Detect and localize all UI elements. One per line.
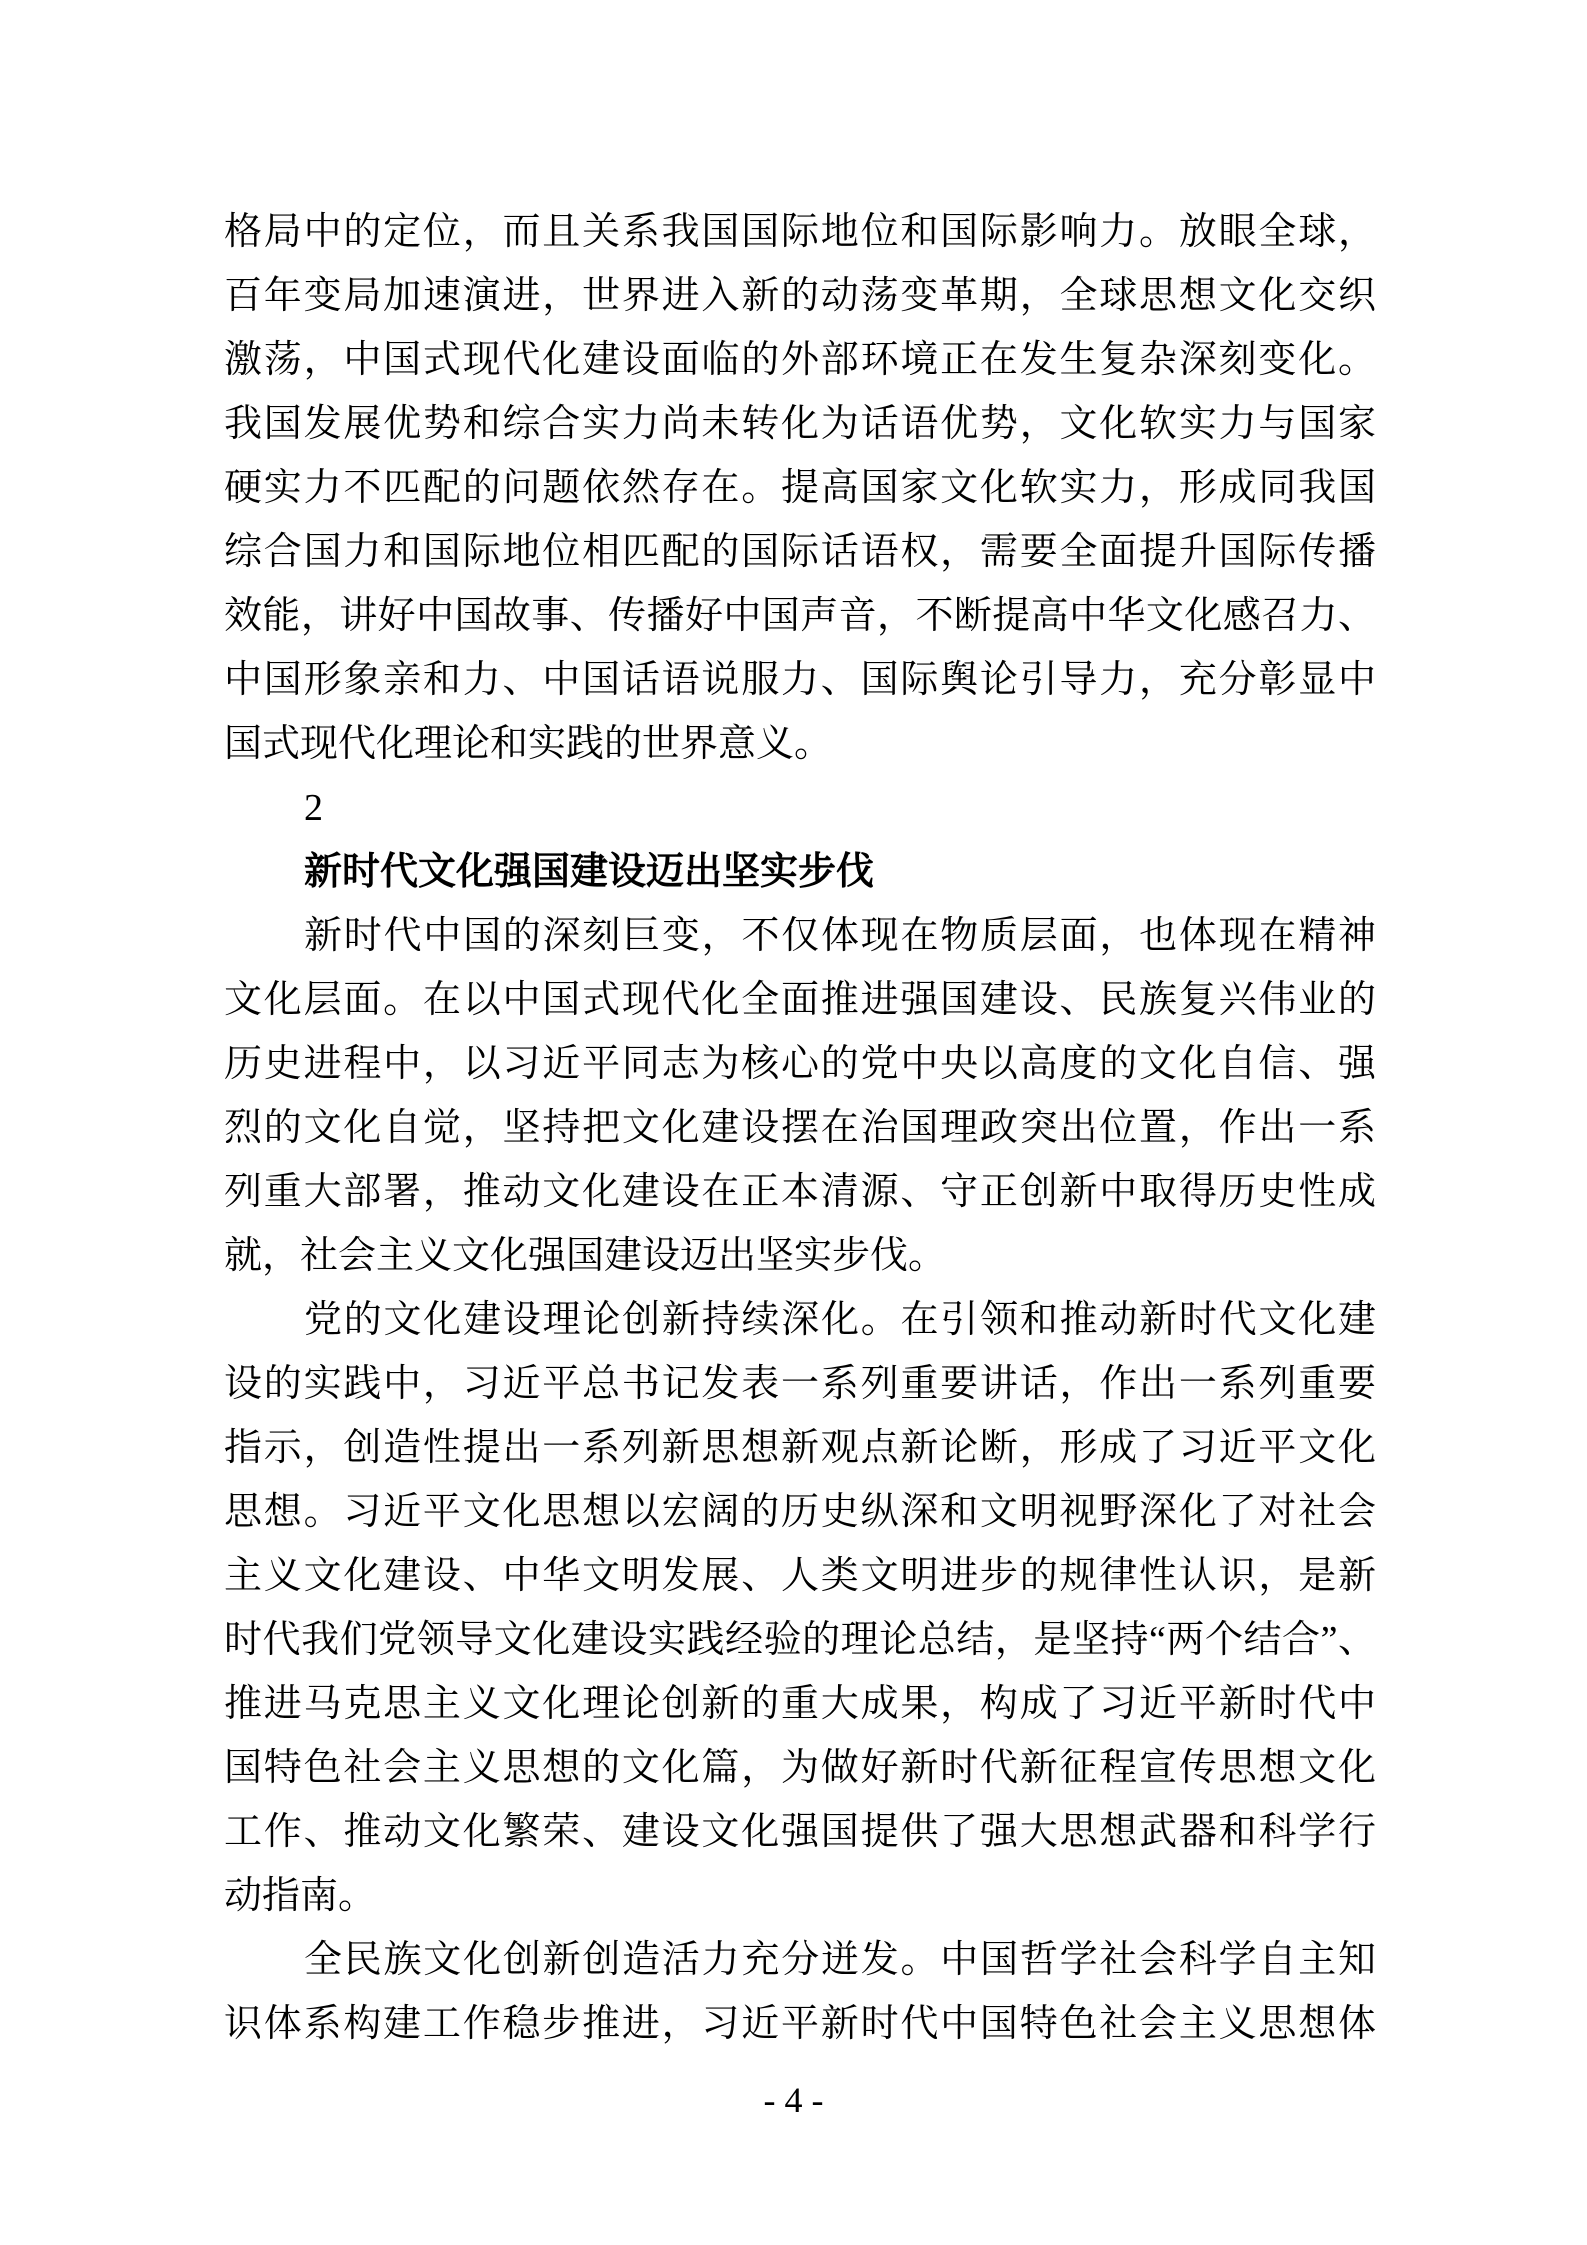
text-line: 动指南。 [224, 1875, 377, 1917]
text-line: 硬实力不匹配的问题依然存在。提高国家文化软实力，形成同我国 [224, 467, 1376, 509]
text-line: 思想。习近平文化思想以宏阔的历史纵深和文明视野深化了对社会 [224, 1491, 1376, 1533]
text-line: 综合国力和国际地位相匹配的国际话语权，需要全面提升国际传播 [224, 531, 1376, 573]
text-line: 中国形象亲和力、中国话语说服力、国际舆论引导力，充分彰显中 [224, 659, 1376, 701]
text-line: 百年变局加速演进，世界进入新的动荡变革期，全球思想文化交织 [224, 275, 1376, 317]
text-line: 就，社会主义文化强国建设迈出坚实步伐。 [224, 1235, 947, 1277]
text-line: 设的实践中，习近平总书记发表一系列重要讲话，作出一系列重要 [224, 1363, 1376, 1405]
text-line: 主义文化建设、中华文明发展、人类文明进步的规律性认识，是新 [224, 1555, 1376, 1597]
page-number: - 4 - [763, 2080, 824, 2120]
text-line: 国特色社会主义思想的文化篇，为做好新时代新征程宣传思想文化 [224, 1747, 1376, 1789]
text-line: 烈的文化自觉，坚持把文化建设摆在治国理政突出位置，作出一系 [224, 1107, 1376, 1149]
text-line: 历史进程中，以习近平同志为核心的党中央以高度的文化自信、强 [224, 1043, 1376, 1085]
text-line: 新时代中国的深刻巨变，不仅体现在物质层面，也体现在精神 [304, 915, 1376, 957]
document-content [224, 200, 1376, 2056]
text-line: 文化层面。在以中国式现代化全面推进强国建设、民族复兴伟业的 [224, 979, 1376, 1021]
text-line: 格局中的定位，而且关系我国国际地位和国际影响力。放眼全球， [224, 211, 1376, 253]
text-line: 我国发展优势和综合实力尚未转化为话语优势，文化软实力与国家 [224, 403, 1376, 445]
section-heading: 新时代文化强国建设迈出坚实步伐 [304, 851, 875, 893]
text-line: 指示，创造性提出一系列新思想新观点新论断，形成了习近平文化 [224, 1427, 1376, 1469]
text-line: 国式现代化理论和实践的世界意义。 [224, 723, 833, 765]
text-line: 时代我们党领导文化建设实践经验的理论总结，是坚持“两个结合”、 [224, 1619, 1376, 1661]
text-line: 党的文化建设理论创新持续深化。在引领和推动新时代文化建 [304, 1299, 1376, 1341]
section-number: 2 [304, 787, 323, 829]
text-line: 激荡，中国式现代化建设面临的外部环境正在发生复杂深刻变化。 [224, 339, 1376, 381]
text-line: 推进马克思主义文化理论创新的重大成果，构成了习近平新时代中 [224, 1683, 1376, 1725]
text-line: 识体系构建工作稳步推进，习近平新时代中国特色社会主义思想体 [224, 2003, 1376, 2045]
text-line: 列重大部署，推动文化建设在正本清源、守正创新中取得历史性成 [224, 1171, 1376, 1213]
text-line: 工作、推动文化繁荣、建设文化强国提供了强大思想武器和科学行 [224, 1811, 1376, 1853]
text-line: 全民族文化创新创造活力充分迸发。中国哲学社会科学自主知 [304, 1939, 1376, 1981]
text-line: 效能，讲好中国故事、传播好中国声音，不断提高中华文化感召力、 [224, 595, 1376, 637]
